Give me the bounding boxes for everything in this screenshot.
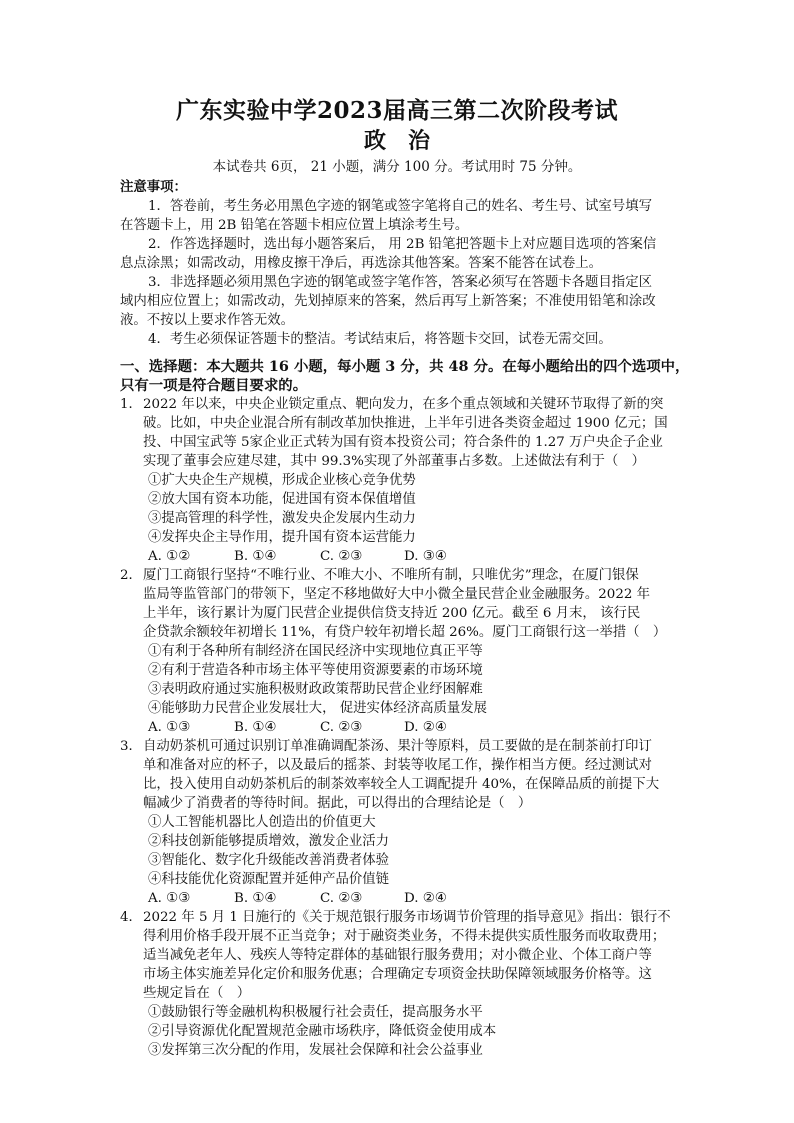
option-item: ④能够助力民营企业发展壮大， 促进实体经济高质量发展 (148, 701, 488, 716)
option-item: ③智能化、数字化升级能改善消费者体验 (148, 853, 390, 868)
option-item: ②引导资源优化配置规范金融市场秩序，降低资金使用成本 (148, 1024, 497, 1039)
option-item: ③表明政府通过实施积极财政政策帮助民营企业纾困解难 (148, 682, 483, 697)
question-stem-line: 上半年，该行累计为厦门民营企业提供信贷支持近 200 亿元。截至 6 月末， 该行民 (143, 606, 641, 621)
option-item: ②有利于营造各种市场主体平等使用资源要素的市场环境 (148, 663, 483, 678)
answer-choice: C. ②③ (320, 720, 363, 735)
option-item: ②科技创新能够提质增效，激发企业活力 (148, 834, 390, 849)
question-stem-line: 企贷款余额较年初增长 11%，有贷户较年初增长超 26%。厦门工商银行这一举措（ ） (143, 625, 667, 640)
notice-line: 2．作答选择题时，选出每小题答案后， 用 2B 铅笔把答题卡上对应题目选项的答案信 (148, 237, 657, 252)
question-stem-line: 2022 年 5 月 1 日施行的《关于规范银行服务市场调节价管理的指导意见》指出：银行不 (143, 910, 671, 925)
option-item: ①鼓励银行等金融机构积极履行社会责任，提高服务水平 (148, 1005, 483, 1020)
section-heading: 一、选择题：本大题共 16 小题，每小题 3 分，共 48 分。在每小题给出的四个选项中， (120, 358, 690, 375)
exam-info: 本试卷共 6页， 21 小题，满分 100 分。考试用时 75 分钟。 (212, 159, 582, 175)
question-stem-line: 厦门工商银行坚持“不唯行业、不唯大小、不唯所有制，只唯优劣”理念，在厦门银保 (143, 568, 639, 583)
question-number: 2． (120, 568, 142, 583)
answer-choice: B. ①④ (234, 891, 277, 906)
notice-heading: 注意事项： (120, 179, 187, 195)
question-stem-line: 得利用价格手段开展不正当竞争；对于融资类业务，不得未提供实质性服务而收取费用； (143, 929, 666, 944)
answer-choice: C. ②③ (320, 891, 363, 906)
option-item: ④发挥央企主导作用，提升国有资本运营能力 (148, 530, 416, 545)
question-stem-line: 适当减免老年人、残疾人等特定群体的基础银行服务费用；对小微企业、个体工商户等 (143, 948, 652, 963)
answer-choice: D. ②④ (404, 720, 447, 735)
section-heading: 只有一项是符合题目要求的。 (120, 377, 308, 394)
option-item: ②放大国有资本功能，促进国有资本保值增值 (148, 492, 416, 507)
option-item: ④科技能优化资源配置并延伸产品价值链 (148, 872, 390, 887)
question-number: 3． (120, 739, 142, 754)
answer-choice: A. ①② (148, 549, 191, 564)
question-stem-line: 自动奶茶机可通过识别订单准确调配茶汤、果汁等原料，员工要做的是在制茶前打印订 (143, 739, 652, 754)
option-item: ①有利于各种所有制经济在国民经济中实现地位真正平等 (148, 644, 483, 659)
answer-choice: C. ②③ (320, 549, 363, 564)
question-stem-line: 实现了董事会应建尽建，其中 99.3%实现了外部董事占多数。上述做法有利于（ ） (143, 454, 646, 469)
exam-title: 广东实验中学2023届高三第二次阶段考试 (175, 97, 618, 124)
notice-line: 1．答卷前，考生务必用黑色字迹的钢笔或签字笔将自己的姓名、考生号、试室号填写 (148, 199, 652, 214)
answer-choice: B. ①④ (234, 720, 277, 735)
subject-title: 政 治 (363, 128, 430, 154)
notice-line: 息点涂黑；如需改动，用橡皮擦干净后，再选涂其他答案。答案不能答在试卷上。 (120, 256, 603, 271)
question-number: 4． (120, 910, 142, 925)
answer-choice: B. ①④ (234, 549, 277, 564)
question-stem-line: 幅减少了消费者的等待时间。据此，可以得出的合理结论是（ ） (143, 796, 532, 811)
notice-line: 域内相应位置上；如需改动，先划掉原来的答案，然后再写上新答案；不准使用铅笔和涂改 (120, 294, 656, 309)
notice-line: 在答题卡上，用 2B 铅笔在答题卡相应位置上填涂考生号。 (120, 218, 469, 233)
question-stem-line: 投、中国宝武等 5家企业正式转为国有资本投资公司；符合条件的 1.27 万户央企子企业 (143, 435, 663, 450)
question-stem-line: 2022 年以来，中央企业锁定重点、靶向发力，在多个重点领域和关键环节取得了新的突 (143, 397, 664, 412)
notice-line: 液。不按以上要求作答无效。 (120, 313, 295, 328)
option-item: ①扩大央企生产规模，形成企业核心竞争优势 (148, 473, 416, 488)
answer-choice: D. ③④ (404, 549, 447, 564)
question-stem-line: 破。比如，中央企业混合所有制改革加快推进，上半年引进各类资金超过 1900 亿元；国 (143, 416, 668, 431)
answer-choice: A. ①③ (148, 891, 191, 906)
option-item: ①人工智能机器比人创造出的价值更大 (148, 815, 376, 830)
answer-choice: D. ②④ (404, 891, 447, 906)
notice-line: 3．非选择题必须用黑色字迹的钢笔或签字笔作答，答案必须写在答题卡各题目指定区 (148, 275, 652, 290)
question-number: 1． (120, 397, 142, 412)
question-stem-line: 些规定旨在（ ） (143, 986, 251, 1001)
option-item: ③发挥第三次分配的作用，发展社会保障和社会公益事业 (148, 1043, 483, 1058)
answer-choice: A. ①③ (148, 720, 191, 735)
question-stem-line: 市场主体实施差异化定价和服务优惠；合理确定专项资金扶助保障领域服务价格等。这 (143, 967, 652, 982)
question-stem-line: 单和准备对应的杯子，以及最后的摇茶、封装等收尾工作，操作相当方便。经过测试对 (143, 758, 652, 773)
notice-line: 4．考生必须保证答题卡的整洁。考试结束后，将答题卡交回，试卷无需交回。 (148, 332, 612, 347)
question-stem-line: 比，投入使用自动奶茶机后的制茶效率较全人工调配提升 40%，在保障品质的前提下大 (143, 777, 660, 792)
option-item: ③提高管理的科学性，激发央企发展内生动力 (148, 511, 416, 526)
question-stem-line: 监局等监管部门的带领下，坚定不移地做好大中小微全量民营企业金融服务。2022 年 (143, 587, 651, 602)
